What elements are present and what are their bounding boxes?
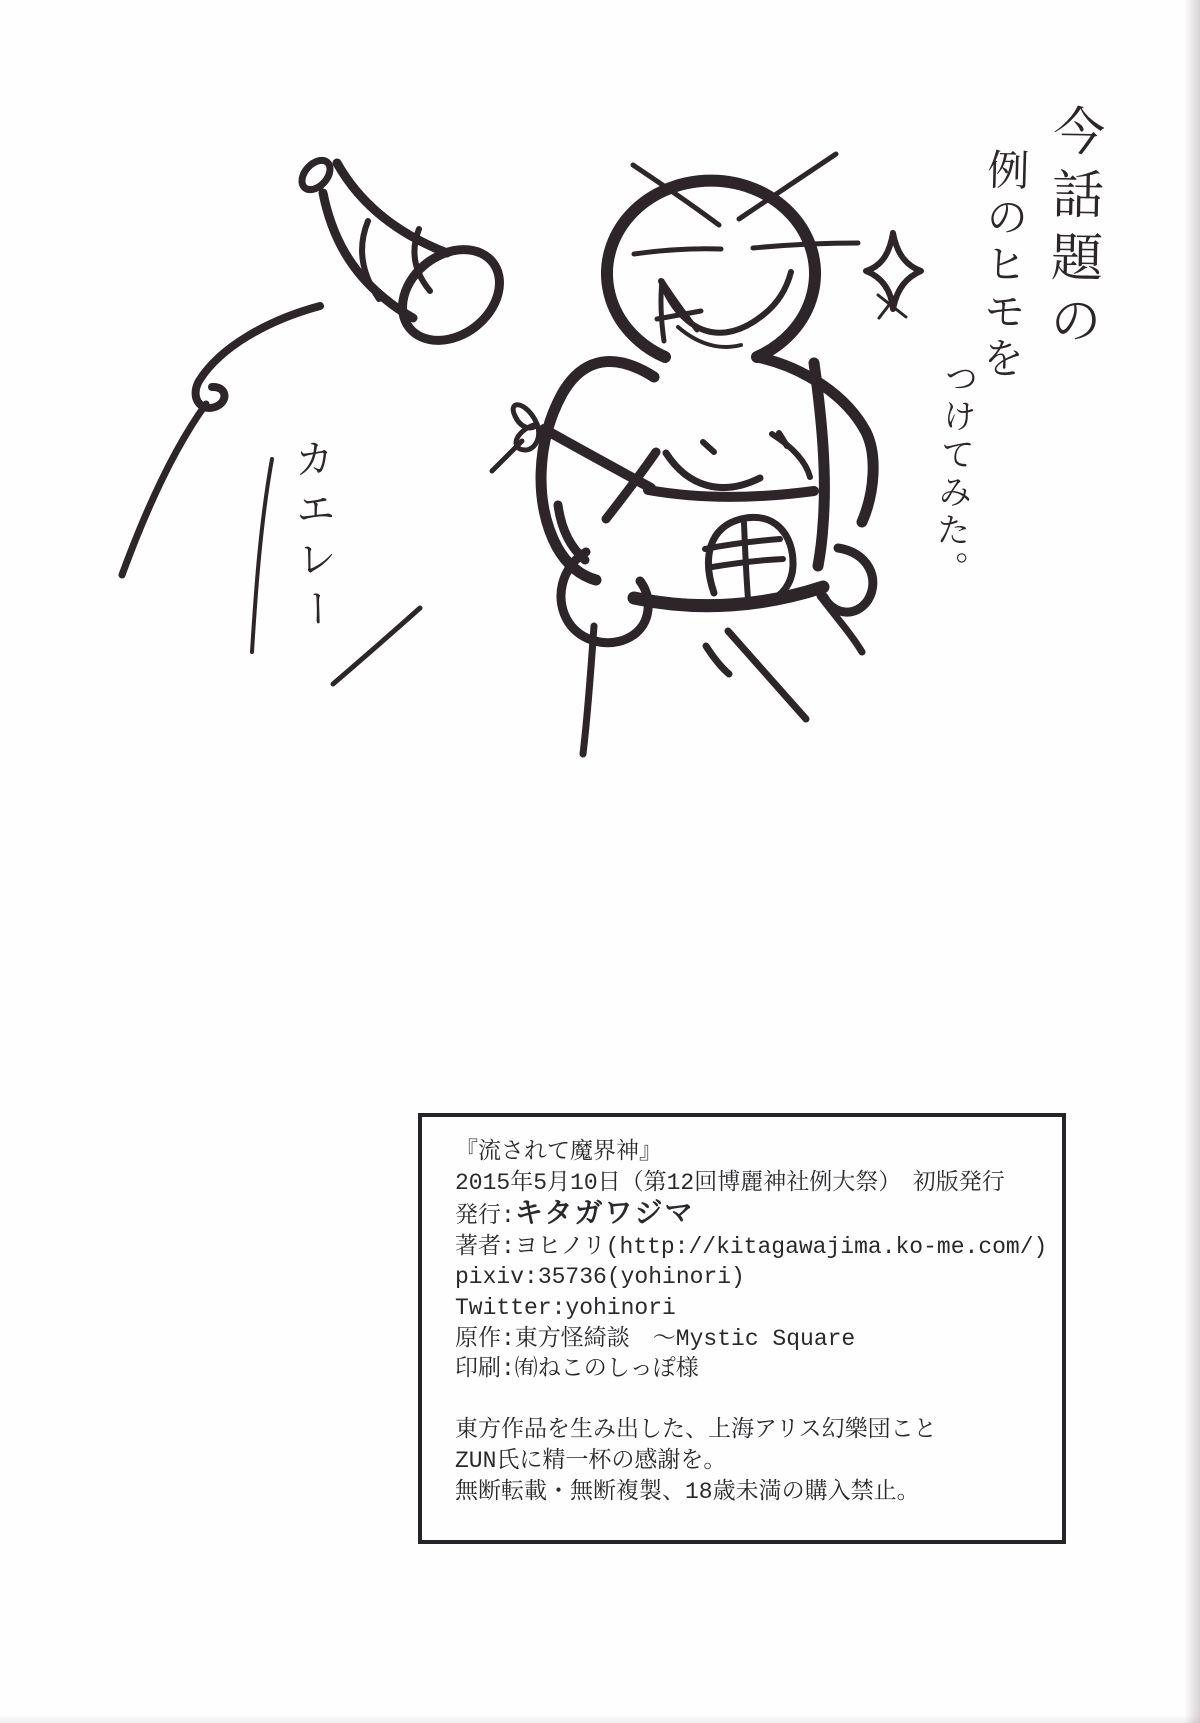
handwritten-caption-kaere: カエレー	[287, 437, 339, 639]
character-eye-left	[634, 249, 721, 254]
colophon-title: 『流されて魔界神』	[455, 1139, 662, 1165]
colophon-pixiv-line: pixiv:35736(yohinori)	[455, 1264, 745, 1291]
scan-edge-shadow-bottom	[0, 1715, 1200, 1723]
handwritten-caption-column-3: つけてみた。	[927, 359, 979, 589]
round-character-figure	[492, 154, 873, 754]
belly-mark	[705, 517, 793, 602]
handwritten-caption-column-2: 例のヒモを	[975, 147, 1032, 384]
colophon-publisher-line	[455, 1198, 1044, 1232]
colophon-publisher-label: 発行:	[455, 1203, 515, 1230]
colophon-thanks-line-2: ZUN氏に精一杯の感謝を。	[455, 1447, 727, 1474]
sake-bottle-icon	[296, 155, 517, 359]
character-grin	[661, 272, 791, 333]
colophon-author-line: 著者:ヨヒノリ(http://kitagawajima.ko-me.com/)	[455, 1233, 1048, 1260]
colophon-original-work-line: 原作:東方怪綺談 ～Mystic Square	[455, 1325, 856, 1352]
colophon-thanks-line-1: 東方作品を生み出した、上海アリス幻樂団こと	[455, 1417, 937, 1444]
colophon-date-line: 2015年5月10日（第12回博麗神社例大祭） 初版発行	[455, 1169, 1005, 1196]
colophon-publisher-logo: キタガワジマ	[514, 1196, 695, 1230]
scan-edge-shadow-right	[1184, 0, 1200, 1723]
colophon-twitter-line: Twitter:yohinori	[455, 1294, 676, 1321]
sparkle-icon	[866, 233, 921, 318]
handwritten-caption-column-1: 今話題の	[1039, 103, 1105, 357]
colophon-box	[418, 1113, 1066, 1544]
colophon-notice-line: 無断転載・無断複製、18歳未満の購入禁止。	[455, 1478, 920, 1505]
colophon-blank-line	[455, 1385, 1044, 1416]
colophon-printer-line: 印刷:㈲ねこのしっぽ様	[455, 1356, 699, 1383]
character-right-arm	[824, 548, 873, 612]
